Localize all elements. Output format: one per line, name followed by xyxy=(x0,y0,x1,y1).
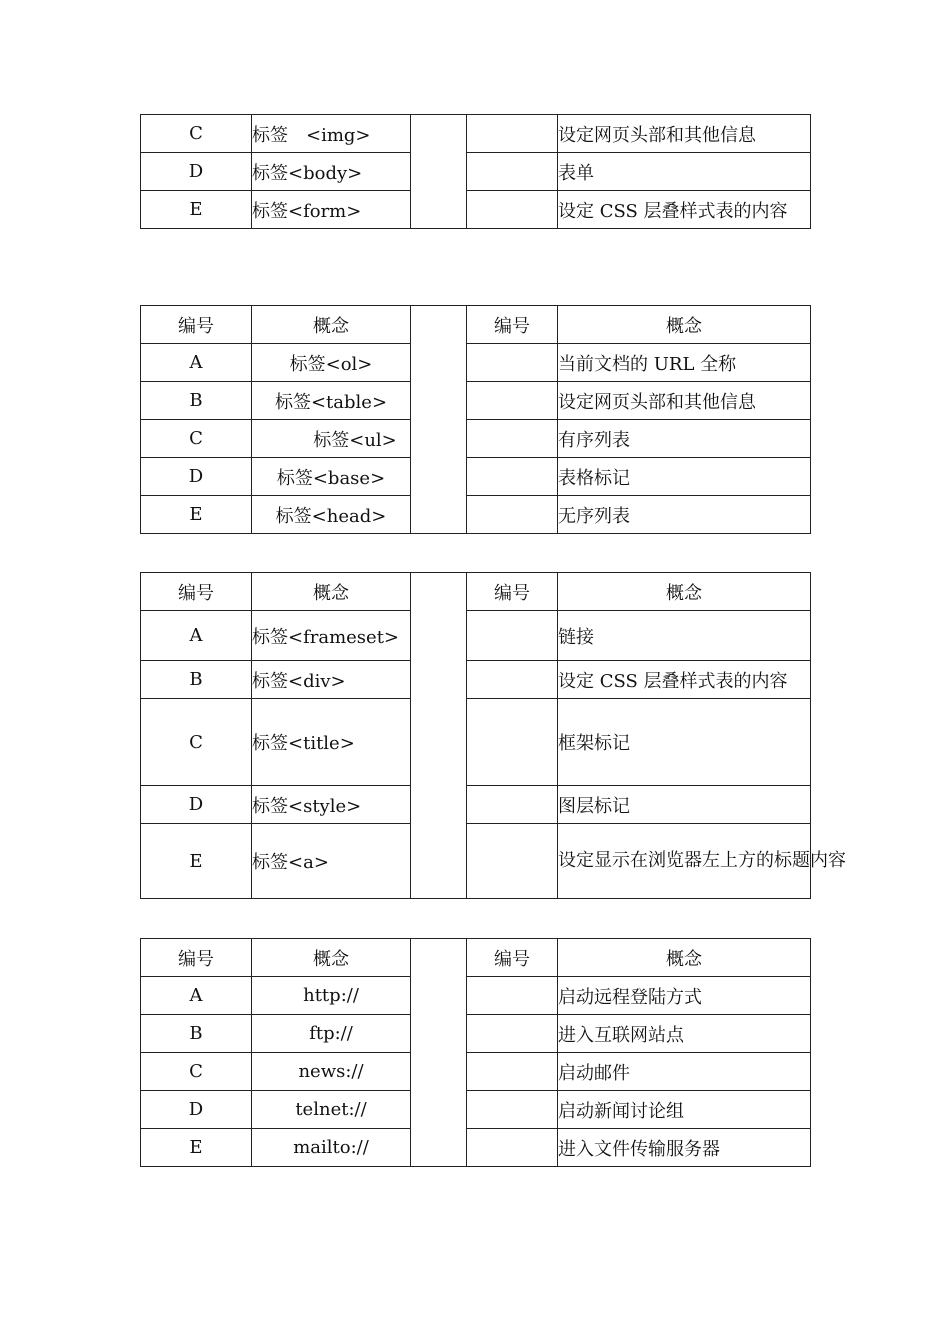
row-number: B xyxy=(141,661,252,699)
row-number: C xyxy=(141,699,252,786)
table-row xyxy=(141,382,811,420)
row-number: A xyxy=(141,344,252,382)
concept-cell: news:// xyxy=(252,1053,411,1091)
concept-cell: ftp:// xyxy=(252,1015,411,1053)
table-row xyxy=(141,191,811,229)
answer-number-cell xyxy=(467,458,558,496)
concept-cell: 标签<ul> xyxy=(252,420,411,458)
concept-cell: 标签<style> xyxy=(252,786,411,824)
definition-cell: 设定 CSS 层叠样式表的内容 xyxy=(558,191,811,229)
answer-number-cell xyxy=(467,191,558,229)
concept-cell: mailto:// xyxy=(252,1129,411,1167)
header-definition: 概念 xyxy=(558,306,811,344)
table-row xyxy=(141,1053,811,1091)
row-number: B xyxy=(141,1015,252,1053)
table-row xyxy=(141,977,811,1015)
concept-cell: 标签<a> xyxy=(252,824,411,899)
table-row xyxy=(141,661,811,699)
concept-cell: 标签<ol> xyxy=(252,344,411,382)
answer-number-cell xyxy=(467,344,558,382)
definition-cell: 启动邮件 xyxy=(558,1053,811,1091)
definition-cell: 进入互联网站点 xyxy=(558,1015,811,1053)
answer-number-cell xyxy=(467,977,558,1015)
row-number: D xyxy=(141,786,252,824)
concept-cell: 标签<base> xyxy=(252,458,411,496)
table-row xyxy=(141,1091,811,1129)
concept-cell: http:// xyxy=(252,977,411,1015)
concept-cell: 标签<form> xyxy=(252,191,411,229)
matching-table-3 xyxy=(140,572,846,899)
table-header-row xyxy=(141,306,811,344)
answer-number-cell xyxy=(467,153,558,191)
spacer-column xyxy=(411,573,467,899)
definition-cell: 设定显示在浏览器左上方的标题内容 xyxy=(558,824,811,899)
table-row xyxy=(141,115,811,153)
definition-cell: 设定 CSS 层叠样式表的内容 xyxy=(558,661,811,699)
spacer-column xyxy=(411,115,467,229)
spacer-column xyxy=(411,939,467,1167)
concept-cell: 标签<frameset> xyxy=(252,611,411,661)
concept-cell: telnet:// xyxy=(252,1091,411,1129)
table-row xyxy=(141,824,811,899)
matching-table-4 xyxy=(140,938,811,1167)
definition-cell: 图层标记 xyxy=(558,786,811,824)
concept-cell: 标签<head> xyxy=(252,496,411,534)
answer-number-cell xyxy=(467,1053,558,1091)
table-header-row xyxy=(141,939,811,977)
table-row xyxy=(141,458,811,496)
row-number: E xyxy=(141,191,252,229)
row-number: D xyxy=(141,1091,252,1129)
answer-number-cell xyxy=(467,611,558,661)
table-row xyxy=(141,786,811,824)
table-row xyxy=(141,420,811,458)
answer-number-cell xyxy=(467,496,558,534)
header-answer-number: 编号 xyxy=(467,306,558,344)
row-number: D xyxy=(141,458,252,496)
header-answer-number: 编号 xyxy=(467,573,558,611)
answer-number-cell xyxy=(467,420,558,458)
header-concept: 概念 xyxy=(252,939,411,977)
header-concept: 概念 xyxy=(252,573,411,611)
answer-number-cell xyxy=(467,824,558,899)
definition-cell: 启动远程登陆方式 xyxy=(558,977,811,1015)
concept-cell: 标签<table> xyxy=(252,382,411,420)
matching-table-2 xyxy=(140,305,811,534)
row-number: B xyxy=(141,382,252,420)
row-number: E xyxy=(141,496,252,534)
header-concept: 概念 xyxy=(252,306,411,344)
row-number: A xyxy=(141,977,252,1015)
header-definition: 概念 xyxy=(558,573,811,611)
header-number: 编号 xyxy=(141,939,252,977)
table-header-row xyxy=(141,573,811,611)
concept-cell: 标签<title> xyxy=(252,699,411,786)
header-number: 编号 xyxy=(141,573,252,611)
answer-number-cell xyxy=(467,1129,558,1167)
definition-cell: 有序列表 xyxy=(558,420,811,458)
definition-cell: 表格标记 xyxy=(558,458,811,496)
definition-cell: 表单 xyxy=(558,153,811,191)
spacer-column xyxy=(411,306,467,534)
table-row xyxy=(141,699,811,786)
row-number: A xyxy=(141,611,252,661)
row-number: E xyxy=(141,824,252,899)
answer-number-cell xyxy=(467,1091,558,1129)
definition-cell: 设定网页头部和其他信息 xyxy=(558,382,811,420)
header-number: 编号 xyxy=(141,306,252,344)
definition-cell: 链接 xyxy=(558,611,811,661)
answer-number-cell xyxy=(467,786,558,824)
answer-number-cell xyxy=(467,115,558,153)
header-definition: 概念 xyxy=(558,939,811,977)
concept-cell: 标签<div> xyxy=(252,661,411,699)
matching-table-1 xyxy=(140,114,811,229)
definition-cell: 进入文件传输服务器 xyxy=(558,1129,811,1167)
concept-cell: 标签<body> xyxy=(252,153,411,191)
answer-number-cell xyxy=(467,661,558,699)
table-row xyxy=(141,1015,811,1053)
answer-number-cell xyxy=(467,699,558,786)
row-number: C xyxy=(141,1053,252,1091)
row-number: E xyxy=(141,1129,252,1167)
table-row xyxy=(141,496,811,534)
answer-number-cell xyxy=(467,1015,558,1053)
definition-cell: 启动新闻讨论组 xyxy=(558,1091,811,1129)
header-answer-number: 编号 xyxy=(467,939,558,977)
row-number: D xyxy=(141,153,252,191)
table-row xyxy=(141,153,811,191)
table-row xyxy=(141,344,811,382)
definition-cell: 框架标记 xyxy=(558,699,811,786)
definition-cell: 当前文档的 URL 全称 xyxy=(558,344,811,382)
row-number: C xyxy=(141,420,252,458)
definition-cell: 设定网页头部和其他信息 xyxy=(558,115,811,153)
table-row xyxy=(141,611,811,661)
row-number: C xyxy=(141,115,252,153)
table-row xyxy=(141,1129,811,1167)
concept-cell: 标签 <img> xyxy=(252,115,411,153)
definition-cell: 无序列表 xyxy=(558,496,811,534)
answer-number-cell xyxy=(467,382,558,420)
